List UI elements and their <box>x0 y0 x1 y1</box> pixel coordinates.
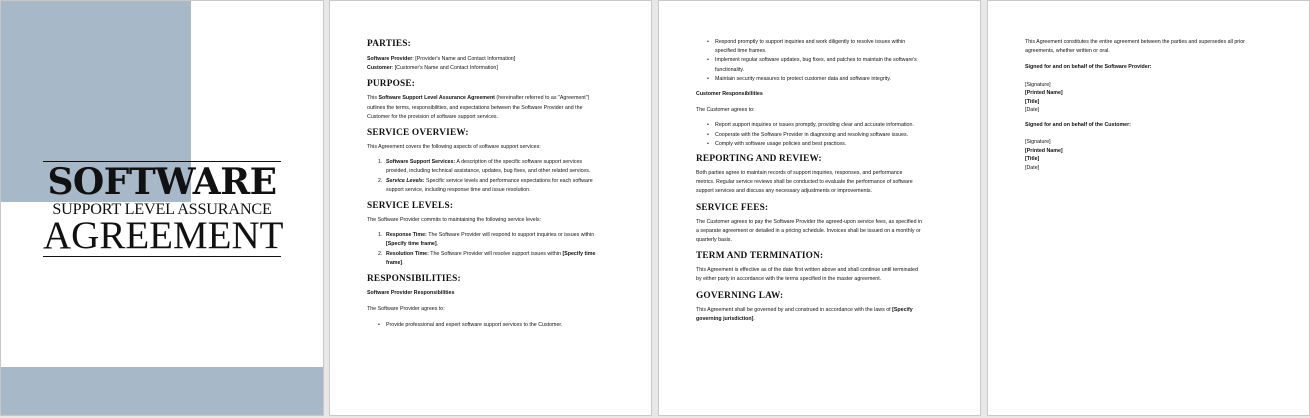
provider-responsibilities-intro: The Software Provider agrees to: <box>367 306 445 313</box>
reporting-line-3: support services and discuss any necessary adjustments or improvements. <box>696 188 873 195</box>
responsibilities-heading: RESPONSIBILITIES: <box>367 274 461 285</box>
cover-title-main: SOFTWARE <box>47 161 277 203</box>
list-item: • Respond promptly to support inquiries and work diligently to resolve issues within <box>696 38 943 47</box>
provider-signature-block <box>1025 81 1272 115</box>
provider-signature-heading: Signed for and on behalf of the Software Provider: <box>1025 64 1152 71</box>
customer-responsibilities-subheading: Customer Responsibilities <box>696 91 763 98</box>
term-heading: TERM AND TERMINATION: <box>696 251 824 262</box>
list-item: 2. Service Levels: Specific service levels and performance expectations for each software <box>378 177 593 184</box>
date-placeholder: [Date] <box>1025 164 1040 171</box>
title-placeholder: [Title] <box>1025 98 1040 105</box>
customer-responsibilities-intro: The Customer agrees to: <box>696 107 755 114</box>
list-item: • Report support inquiries or issues promptly, providing clear and accurate information. <box>696 121 943 130</box>
list-item-continued: functionality. <box>715 66 745 73</box>
service-overview-intro: This Agreement covers the following aspects of software support services: <box>367 144 541 151</box>
cover-title-end: AGREEMENT <box>43 214 284 257</box>
parties-provider-line: Software Provider: [Provider's Name and Contact Information] <box>367 56 516 62</box>
provider-responsibilities-subheading: Software Provider Responsibilities <box>367 290 455 297</box>
law-line-2: governing jurisdiction]. <box>696 315 755 322</box>
law-line-1: This Agreement shall be governed by and construed in accordance with the laws of [Specify <box>696 306 913 313</box>
document-page-4 <box>987 0 1310 416</box>
printed-name-placeholder: [Printed Name] <box>1025 90 1063 97</box>
fees-line-2: a separate agreement or detailed in a pricing schedule. Invoices shall be issued on a monthly or <box>696 227 921 234</box>
service-fees-heading: SERVICE FEES: <box>696 202 769 213</box>
date-placeholder: [Date] <box>1025 107 1040 114</box>
service-levels-heading: SERVICE LEVELS: <box>367 201 454 212</box>
document-page-3 <box>658 0 981 416</box>
bullet-icon: • <box>707 131 709 138</box>
bullet-icon: • <box>707 39 709 45</box>
governing-law-heading: GOVERNING LAW: <box>696 290 784 301</box>
reporting-line-1: Both parties agree to maintain records of support inquiries, responses, and performance <box>696 170 903 177</box>
list-item: • Cooperate with the Software Provider in diagnosing and resolving software issues. <box>696 131 943 140</box>
cover-accent-block-bottom <box>1 367 324 416</box>
entire-agreement-line-2: agreements, whether written or oral. <box>1025 48 1110 55</box>
list-item-continued: [Specify time frame]. <box>386 241 439 248</box>
signature-placeholder: [Signature] <box>1025 81 1051 88</box>
bullet-icon: • <box>707 57 709 64</box>
fees-line-3: quarterly basis. <box>696 237 732 244</box>
customer-signature-heading: Signed for and on behalf of the Customer: <box>1025 121 1131 128</box>
parties-heading: PARTIES: <box>367 39 411 49</box>
list-item-continued: frame]. <box>386 259 404 266</box>
list-item: 2. Resolution Time: The Software Provider will resolve support issues within [Specify time <box>378 250 596 257</box>
service-levels-intro: The Software Provider commits to maintaining the following service levels: <box>367 217 541 224</box>
list-item: 1. Software Support Services: A description of the specific software support services <box>378 159 583 166</box>
customer-signature-block <box>1025 138 1272 172</box>
printed-name-placeholder: [Printed Name] <box>1025 147 1063 154</box>
parties-customer-line: Customer: [Customer's Name and Contact Information] <box>367 65 498 72</box>
bullet-icon: • <box>707 75 709 82</box>
list-item: • Comply with software usage policies and best practices. <box>696 140 943 149</box>
service-overview-heading: SERVICE OVERVIEW: <box>367 128 469 139</box>
reporting-line-2: metrics. Regular service reviews shall be conducted to evaluate the performance of software <box>696 179 913 186</box>
title-placeholder: [Title] <box>1025 156 1040 163</box>
bullet-icon: • <box>707 122 709 129</box>
signature-placeholder: [Signature] <box>1025 139 1051 146</box>
purpose-text-line-3: Customer for the provision of software support services. <box>367 113 499 120</box>
list-item-continued: specified time frames. <box>715 48 767 55</box>
reporting-heading: REPORTING AND REVIEW: <box>696 154 822 165</box>
purpose-text-line-2: outlines the terms, responsibilities, and expectations between the Software Provider and the <box>367 104 583 111</box>
term-line-2: by either party in accordance with the terms specified in the master agreement. <box>696 276 882 283</box>
cover-title <box>43 161 284 257</box>
term-line-1: This Agreement is effective as of the date first written above and shall continue until terminated <box>696 267 918 274</box>
list-item: • Implement regular software updates, bug fixes, and patches to maintain the software's <box>696 56 943 65</box>
cover-title-sub: SUPPORT LEVEL ASSURANCE <box>52 200 272 218</box>
cover-page <box>0 0 324 416</box>
document-page-2 <box>329 0 652 416</box>
list-item: 1. Response Time: The Software Provider will respond to support inquiries or issues within <box>378 232 595 239</box>
bullet-icon: • <box>378 322 380 329</box>
purpose-text-line-1: This Software Support Level Assurance Agreement (hereinafter referred to as "Agreement") <box>367 95 590 102</box>
fees-line-1: The Customer agrees to pay the Software Provider the agreed-upon service fees, as specified in <box>696 218 923 225</box>
purpose-heading: PURPOSE: <box>367 79 416 90</box>
list-item-continued: provided, including technical assistance, updates, bug fixes, and other related services. <box>386 168 591 175</box>
list-item: • Maintain security measures to protect customer data and software integrity. <box>696 75 943 84</box>
list-item: • Provide professional and expert software support services to the Customer. <box>367 321 614 330</box>
entire-agreement-line-1: This Agreement constitutes the entire agreement between the parties and supersedes all prior <box>1025 39 1245 45</box>
bullet-icon: • <box>707 140 709 147</box>
list-item-continued: support service, including response time and issue resolution. <box>386 186 531 193</box>
